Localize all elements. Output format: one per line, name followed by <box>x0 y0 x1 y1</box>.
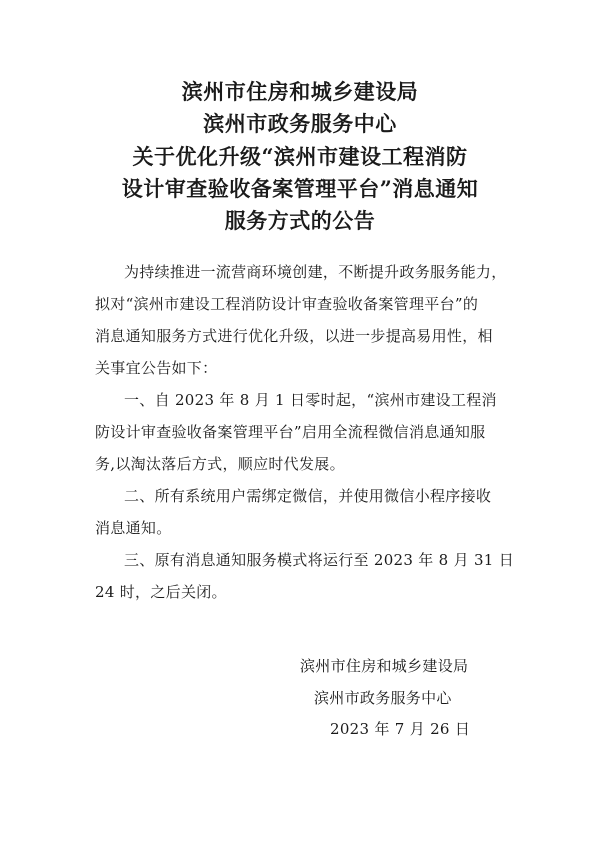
item-2-line: 消息通知。 <box>95 519 172 537</box>
item-1-line: 防设计审查验收备案管理平台”启用全流程微信消息通知服 <box>95 423 486 441</box>
intro-line: 关事宜公告如下： <box>95 359 218 377</box>
item-1-line: 一、自 2023 年 8 月 1 日零时起，“滨州市建设工程消 <box>124 391 497 409</box>
title-line-3: 关于优化升级“滨州市建设工程消防 <box>132 144 468 169</box>
item-1-line: 务,以淘汰落后方式，顺应时代发展。 <box>95 455 345 473</box>
signature-date: 2023 年 7 月 26 日 <box>330 720 471 738</box>
intro-line: 拟对“滨州市建设工程消防设计审查验收备案管理平台”的 <box>95 295 479 313</box>
signature-org-2: 滨州市政务服务中心 <box>314 689 452 707</box>
item-3-line: 24 时，之后关闭。 <box>95 583 227 601</box>
intro-line: 为持续推进一流营商环境创建，不断提升政务服务能力， <box>124 263 507 281</box>
item-3-line: 三、原有消息通知服务模式将运行至 2023 年 8 月 31 日 <box>124 551 515 569</box>
intro-line: 消息通知服务方式进行优化升级，以进一步提高易用性，相 <box>95 327 493 345</box>
signature-org-1: 滨州市住房和城乡建设局 <box>300 657 469 675</box>
title-line-4: 设计审查验收备案管理平台”消息通知 <box>121 176 479 201</box>
title-line-2: 滨州市政务服务中心 <box>203 111 397 136</box>
title-line-1: 滨州市住房和城乡建设局 <box>181 79 419 104</box>
title-line-5: 服务方式的公告 <box>224 208 376 233</box>
item-2-line: 二、所有系统用户需绑定微信，并使用微信小程序接收 <box>124 487 492 505</box>
